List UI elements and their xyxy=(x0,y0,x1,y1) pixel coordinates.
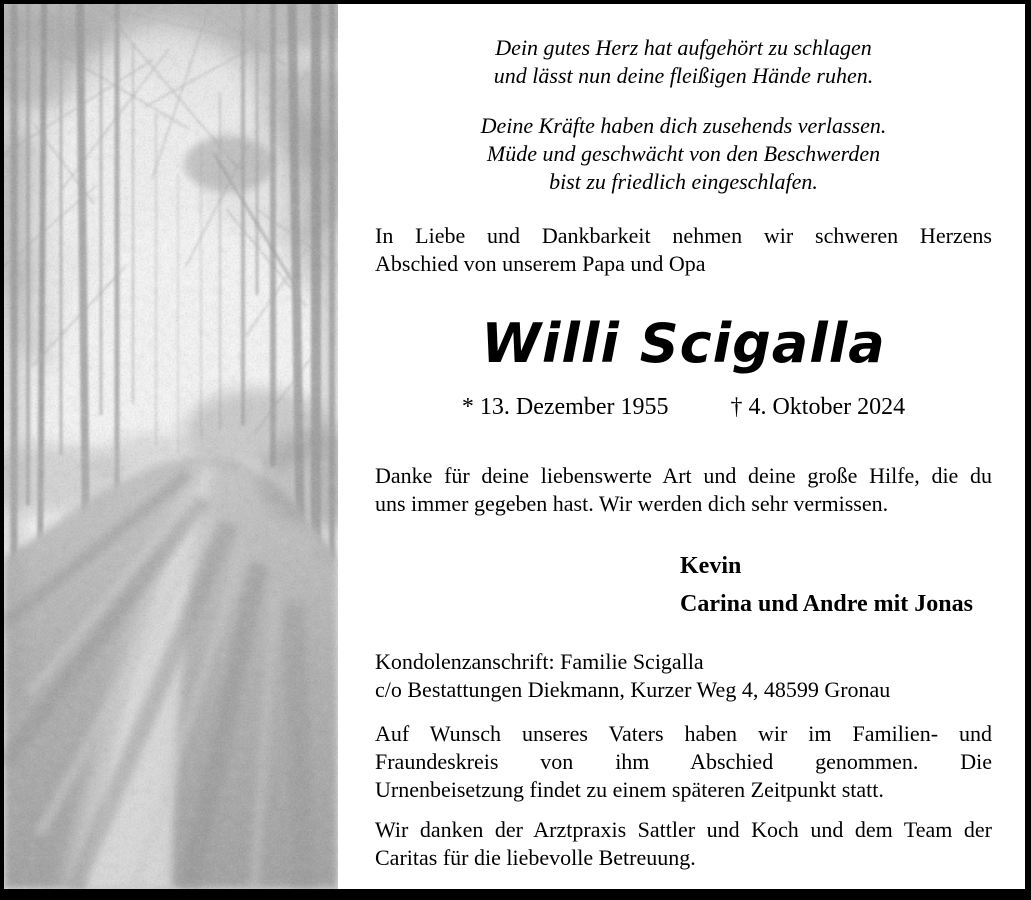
farewell-paragraph xyxy=(375,720,992,804)
birth-date: * 13. Dezember 1955 xyxy=(461,394,669,420)
mourner-name: Kevin xyxy=(680,553,742,579)
intro-line: In Liebe und Dankbarkeit nehmen wir schweren Herzens xyxy=(375,223,992,248)
gratitude-line: Caritas für die liebevolle Betreuung. xyxy=(375,845,696,870)
verse-line: Deine Kräfte haben dich zusehends verlassen. xyxy=(480,113,887,138)
mourners-signatures xyxy=(375,552,992,618)
life-dates xyxy=(375,392,992,422)
intro-line: Abschied von unserem Papa und Opa xyxy=(375,251,706,276)
verse-stanza-2 xyxy=(375,112,992,196)
verse-stanza-1 xyxy=(375,34,992,90)
deceased-name: Willi Scigalla xyxy=(481,312,886,375)
gratitude-line: Wir danken der Arztpraxis Sattler und Koch und dem Team der xyxy=(375,817,992,842)
notice-text-column xyxy=(338,4,1025,889)
condolence-line: Kondolenzanschrift: Familie Scigalla xyxy=(375,649,704,674)
forest-path-photo xyxy=(4,4,338,889)
mourner-name: Carina und Andre mit Jonas xyxy=(680,591,973,617)
thanks-paragraph xyxy=(375,462,992,518)
condolence-line: c/o Bestattungen Diekmann, Kurzer Weg 4, 48599 Gronau xyxy=(375,677,891,702)
memorial-verse xyxy=(375,34,992,196)
condolence-address xyxy=(375,648,992,704)
thanks-line: uns immer gegeben hast. Wir werden dich sehr vermissen. xyxy=(375,491,889,516)
farewell-line: Urnenbeisetzung findet zu einem späteren Zeitpunkt statt. xyxy=(375,777,884,802)
gratitude-paragraph xyxy=(375,816,992,872)
intro-paragraph xyxy=(375,222,992,278)
farewell-line: Auf Wunsch unseres Vaters haben wir im Familien- und xyxy=(375,721,992,746)
verse-line: Dein gutes Herz hat aufgehört zu schlagen xyxy=(495,35,872,60)
forest-path-illustration xyxy=(4,4,338,889)
farewell-line: Fraundeskreis von ihm Abschied genommen. Die xyxy=(375,749,992,774)
death-date: † 4. Oktober 2024 xyxy=(730,394,906,420)
verse-line: Müde und geschwächt von den Beschwerden xyxy=(486,141,881,166)
thanks-line: Danke für deine liebenswerte Art und deine große Hilfe, die du xyxy=(375,463,992,488)
verse-line: und lässt nun deine fleißigen Hände ruhen. xyxy=(493,63,874,88)
verse-line: bist zu friedlich eingeschlafen. xyxy=(549,169,818,194)
